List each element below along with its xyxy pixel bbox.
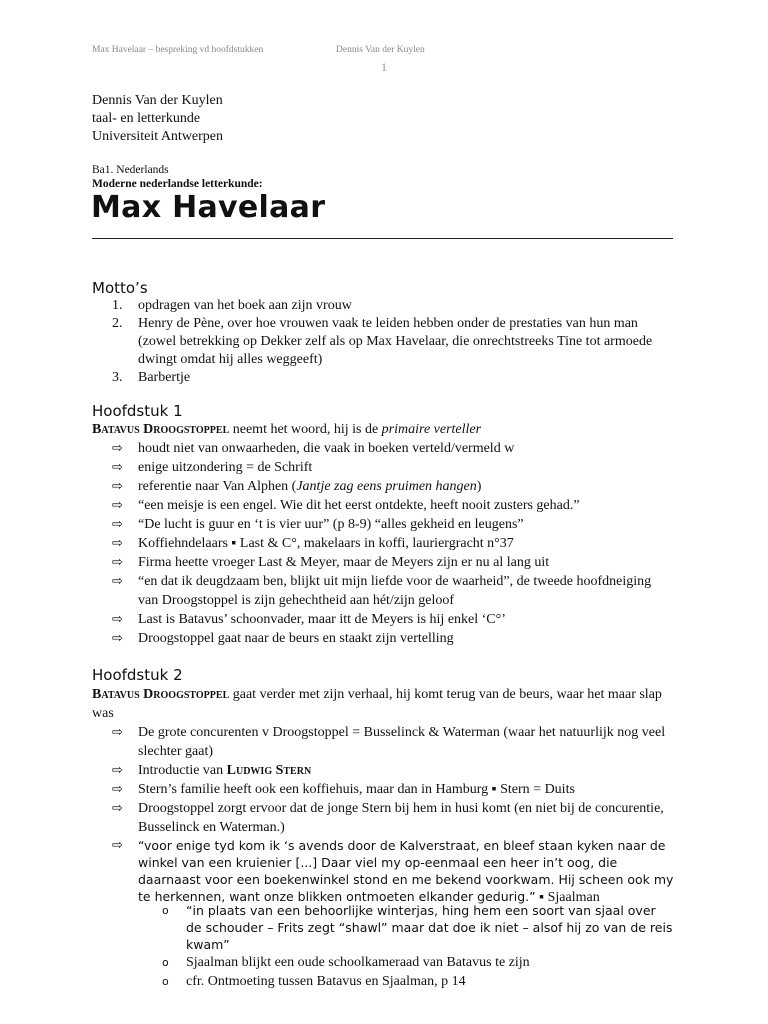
circle-bullet-icon: o bbox=[162, 975, 169, 988]
motto-list bbox=[112, 297, 672, 387]
course-line: Ba1. Nederlands bbox=[92, 164, 169, 176]
arrow-right-icon: ⇨ bbox=[112, 479, 123, 494]
arrow-right-icon: ⇨ bbox=[112, 536, 123, 551]
arrow-right-icon: ⇨ bbox=[112, 555, 123, 570]
list-item: 1. opdragen van het boek aan zijn vrouw bbox=[112, 298, 352, 313]
author-name: Dennis Van der Kuylen bbox=[92, 93, 223, 108]
list-item: ⇨ “voor enige tyd kom ik ‘s avends door de Kalverstraat, en bleef staan kyken naar de winkel van een kruienier [...] Daar viel my op-eenmaal een heer in’t oog, die daarnaast voor een boekenwinkel stond en me bekend voorkwam. Hij scheen ook my te herkennen, want onze blikken ontmoeten elkander gedurig.” ▪ Sjaalman bbox=[112, 838, 674, 905]
course-block bbox=[92, 163, 263, 191]
list-item: ⇨ Stern’s familie heeft ook een koffiehuis, maar dan in Hamburg ▪ Stern = Duits bbox=[112, 782, 575, 797]
arrow-right-icon: ⇨ bbox=[112, 763, 123, 778]
list-item: ⇨ referentie naar Van Alphen (Jantje zag eens pruimen hangen) bbox=[112, 479, 482, 494]
title-divider bbox=[92, 238, 673, 239]
list-item: ⇨ enige uitzondering = de Schrift bbox=[112, 460, 313, 475]
course-subtitle: Moderne nederlandse letterkunde: bbox=[92, 178, 263, 190]
character-name: Ludwig Stern bbox=[226, 763, 312, 778]
chapter-2-intro: Batavus Droogstoppel gaat verder met zijn verhaal, hij komt terug van de beurs, waar het maar slap was bbox=[92, 687, 662, 721]
circle-bullet-icon: o bbox=[162, 904, 169, 917]
arrow-right-icon: ⇨ bbox=[112, 441, 123, 456]
list-item: ⇨ “De lucht is guur en ‘t is vier uur” (p 8-9) “alles gekheid en leugens” bbox=[112, 517, 524, 532]
character-name: Batavus Droogstoppel bbox=[92, 422, 230, 437]
list-item: ⇨ Last is Batavus’ schoonvader, maar itt de Meyers is hij enkel ‘C°’ bbox=[112, 612, 506, 627]
list-item: 2. Henry de Pène, over hoe vrouwen vaak te leiden hebben onder de prestaties van hun man (zowel betrekking op Dekker zelf als op Max Havelaar, die onrechtstreeks Tine tot armoede dwingt omdat hij alles weggeeft) bbox=[112, 316, 653, 367]
list-item: ⇨ Droogstoppel zorgt ervoor dat de jonge Stern bij hem in husi komt (en niet bij de concurentie, Busselinck en Waterman.) bbox=[112, 801, 664, 835]
author-block bbox=[92, 92, 223, 146]
list-item: 3. Barbertje bbox=[112, 370, 191, 385]
list-item: ⇨ Koffiehndelaars ▪ Last & C°, makelaars in koffi, lauriergracht n°37 bbox=[112, 536, 514, 551]
arrow-right-icon: ⇨ bbox=[112, 498, 123, 513]
chapter-2-bullets bbox=[112, 723, 674, 906]
arrow-right-icon: ⇨ bbox=[112, 574, 123, 589]
list-item: ⇨ houdt niet van onwaarheden, die vaak in boeken verteld/vermeld w bbox=[112, 441, 515, 456]
arrow-right-icon: ⇨ bbox=[112, 460, 123, 475]
heading-chapter-1: Hoofdstuk 1 bbox=[92, 402, 183, 420]
heading-chapter-2: Hoofdstuk 2 bbox=[92, 666, 183, 684]
running-header-author: Dennis Van der Kuylen bbox=[336, 45, 425, 55]
character-name: Batavus Droogstoppel bbox=[92, 687, 230, 702]
list-item: o “in plaats van een behoorlijke winterjas, hing hem een soort van sjaal over de schouder – Frits zegt “shawl” maar dat doe ik niet – alsof hij zo van de reis kwam” bbox=[162, 903, 673, 952]
list-item: ⇨ “een meisje is een engel. Wie dit het eerst ontdekte, heeft nooit zusters gehad.” bbox=[112, 498, 580, 513]
chapter-1-bullets bbox=[112, 439, 674, 648]
list-item: o cfr. Ontmoeting tussen Batavus en Sjaalman, p 14 bbox=[162, 974, 466, 989]
arrow-right-icon: ⇨ bbox=[112, 517, 123, 532]
arrow-right-icon: ⇨ bbox=[112, 801, 123, 816]
arrow-right-icon: ⇨ bbox=[112, 612, 123, 627]
list-item: ⇨ Introductie van Ludwig Stern bbox=[112, 763, 312, 778]
running-header-title: Max Havelaar – bespreking vd hoofdstukken bbox=[92, 45, 264, 55]
document-title: Max Havelaar bbox=[91, 190, 326, 225]
circle-bullet-icon: o bbox=[162, 956, 169, 969]
list-item: ⇨ Firma heette vroeger Last & Meyer, maar de Meyers zijn er nu al lang uit bbox=[112, 555, 550, 570]
arrow-right-icon: ⇨ bbox=[112, 838, 123, 853]
list-item: ⇨ “en dat ik deugdzaam ben, blijkt uit mijn liefde voor de waarheid”, de tweede hoofdneiging van Droogstoppel is zijn gehechtheid aan hét/zijn geloof bbox=[112, 574, 652, 608]
heading-mottos: Motto’s bbox=[92, 279, 148, 297]
author-university: Universiteit Antwerpen bbox=[92, 129, 224, 144]
author-study: taal- en letterkunde bbox=[92, 111, 201, 126]
arrow-right-icon: ⇨ bbox=[112, 725, 123, 740]
page-number: 1 bbox=[381, 60, 387, 74]
list-item: o Sjaalman blijkt een oude schoolkameraad van Batavus te zijn bbox=[162, 955, 530, 970]
arrow-right-icon: ⇨ bbox=[112, 782, 123, 797]
chapter-1-intro: Batavus Droogstoppel neemt het woord, hij is de primaire verteller bbox=[92, 422, 482, 437]
arrow-right-icon: ⇨ bbox=[112, 631, 123, 646]
list-item: ⇨ Droogstoppel gaat naar de beurs en staakt zijn vertelling bbox=[112, 631, 454, 646]
chapter-2-subbullets bbox=[160, 902, 674, 991]
list-item: ⇨ De grote concurenten v Droogstoppel = Busselinck & Waterman (waar het natuurlijk nog veel slechter gaat) bbox=[112, 725, 666, 759]
